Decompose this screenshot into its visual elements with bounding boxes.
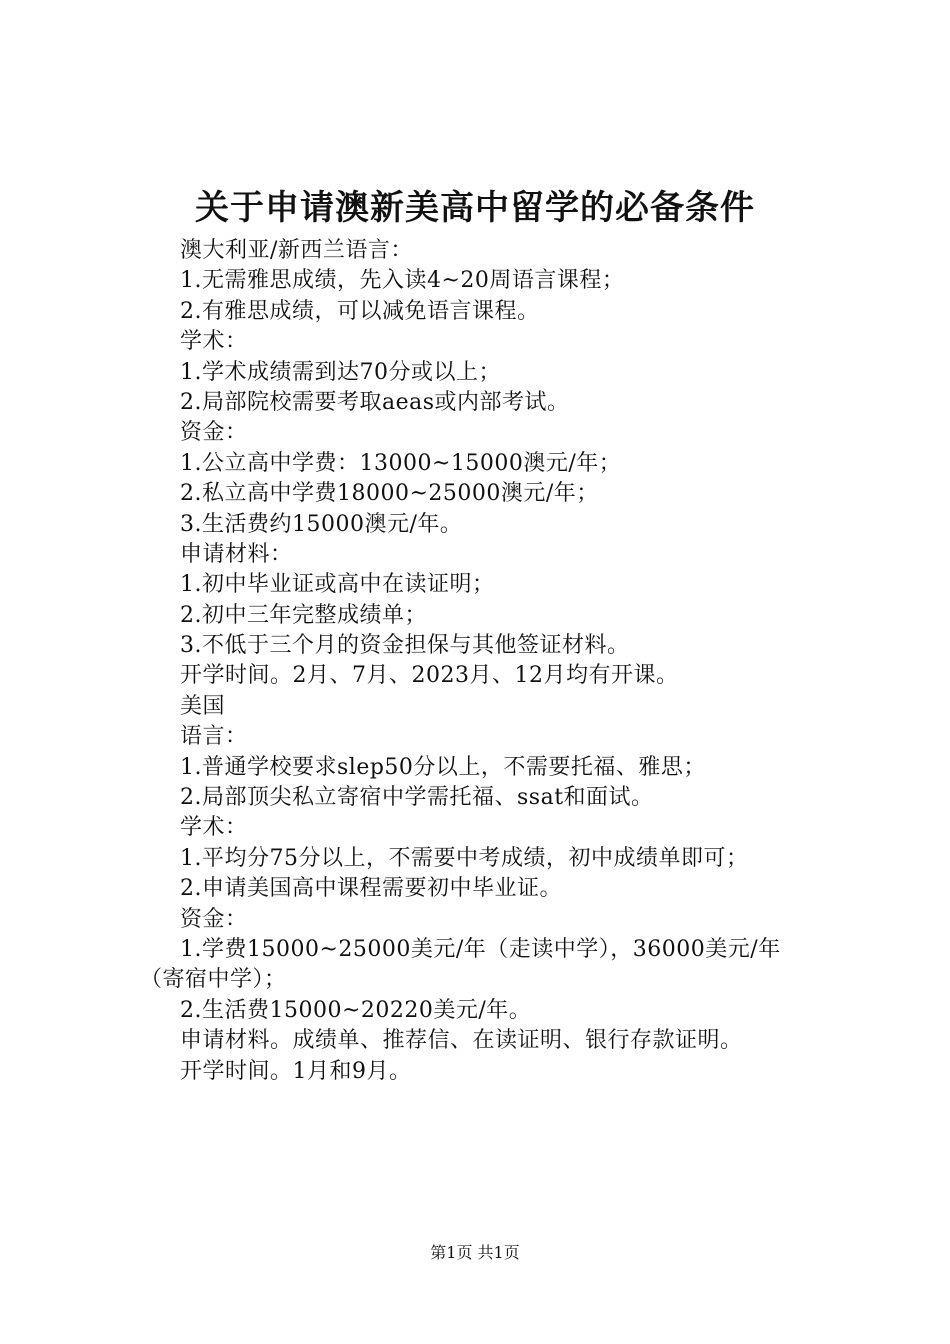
body-line: 2.生活费15000~20220美元/年。 [180,997,532,1023]
body-line: 开学时间。1月和9月。 [180,1058,412,1084]
body-line: 1.学术成绩需到达70分或以上； [180,359,501,385]
body-line: 申请材料： [180,541,293,567]
body-line: 美国 [180,693,226,719]
body-line: 3.生活费约15000澳元/年。 [180,511,463,537]
body-line: 澳大利亚/新西兰语言： [180,238,413,263]
body-line: 2.局部顶尖私立寄宿中学需托福、ssat和面试。 [180,785,654,811]
body-line: 1.学费15000~25000美元/年（走读中学），36000美元/年 [180,936,781,962]
document-title: 关于申请澳新美高中留学的必备条件 [195,188,755,228]
body-line: 申请材料。成绩单、推荐信、在读证明、银行存款证明。 [180,1028,743,1054]
body-line: 2.初中三年完整成绩单； [180,602,427,628]
body-line: 资金： [180,906,248,932]
body-line: 1.普通学校要求slep50分以上，不需要托福、雅思； [180,754,706,780]
body-line: 1.公立高中学费：13000~15000澳元/年； [180,450,622,476]
body-line: 学术： [180,329,248,355]
body-line: 3.不低于三个月的资金担保与其他签证材料。 [180,633,630,659]
body-line: 语言： [180,724,248,750]
body-line: 2.申请美国高中课程需要初中毕业证。 [180,876,562,902]
body-line: 资金： [180,420,248,446]
body-line: 2.有雅思成绩，可以减免语言课程。 [180,298,540,324]
body-line: 开学时间。2月、7月、2023月、12月均有开课。 [180,663,679,689]
document-body [140,236,840,1087]
body-line: 1.平均分75分以上，不需要中考成绩，初中成绩单即可； [180,845,749,871]
body-line: 2.私立高中学费18000~25000澳元/年； [180,481,599,507]
body-line: 1.无需雅思成绩，先入读4~20周语言课程； [180,268,625,294]
body-line: 2.局部院校需要考取aeas或内部考试。 [180,389,570,415]
body-line: 学术： [180,815,248,841]
page-footer: 第1页 共1页 [430,1243,520,1262]
body-line: 1.初中毕业证或高中在读证明； [180,572,495,598]
body-line: （寄宿中学）； [140,967,287,993]
